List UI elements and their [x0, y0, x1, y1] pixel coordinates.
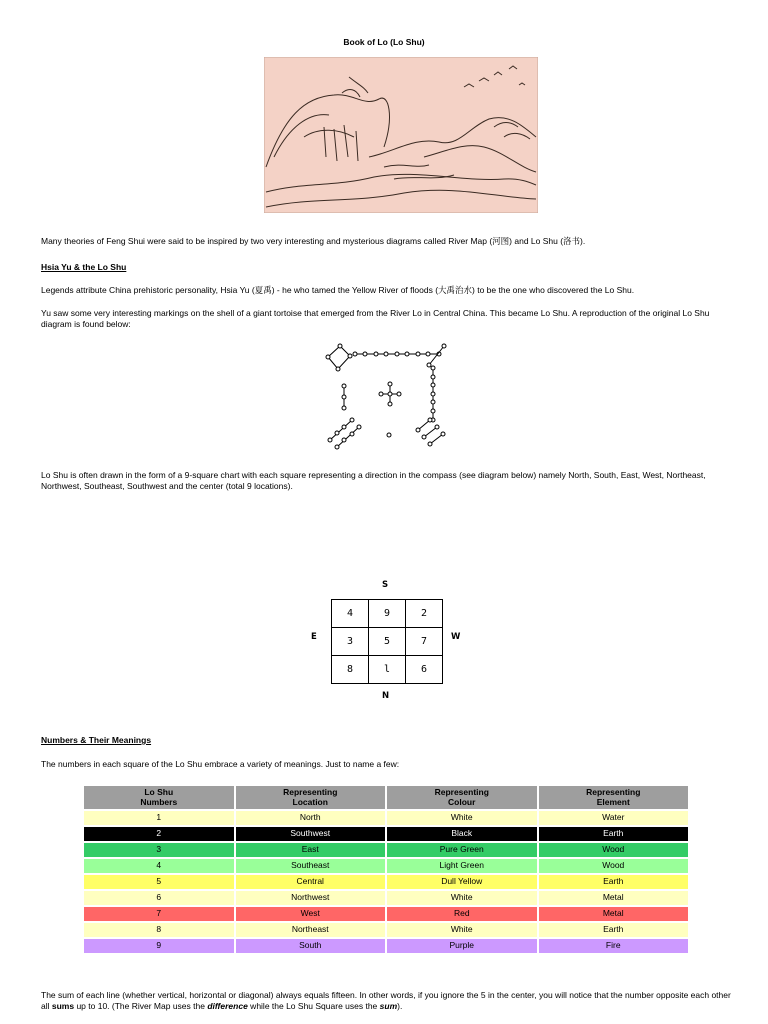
table-cell: West — [236, 907, 386, 921]
intro-paragraph: Many theories of Feng Shui were said to be inspired by two very interesting and mysterious diagrams called River Map (河图) and Lo Shu (洛书). — [41, 236, 586, 246]
table-cell: Dull Yellow — [387, 875, 537, 889]
table-cell: Earth — [539, 923, 689, 937]
table-cell: 2 — [84, 827, 234, 841]
direction-south: S — [382, 580, 389, 590]
table-row — [84, 875, 688, 889]
grid-cell: 3 — [332, 628, 369, 656]
direction-east: E — [311, 632, 317, 642]
grid-cell: 7 — [406, 628, 443, 656]
nine-square-paragraph: Lo Shu is often drawn in the form of a 9-square chart with each square representing a direction in the compass (see diagram below) namely North, South, East, West, Northeast, Northwest, Southeast, Southwest and the center (total 9 locations). — [41, 470, 706, 492]
table-cell: 9 — [84, 939, 234, 953]
lo-shu-grid-diagram — [305, 578, 465, 708]
closing-paragraph: The sum of each line (whether vertical, horizontal or diagonal) always equals fifteen. In other words, if you ignore the 5 in the center, you will notice that the number opposite each other all sums up to 10. (The River Map uses the difference while the Lo Shu Square uses the sum). — [41, 990, 731, 1012]
table-cell: Wood — [539, 859, 689, 873]
table-cell: Red — [387, 907, 537, 921]
table-cell: East — [236, 843, 386, 857]
table-cell: 5 — [84, 875, 234, 889]
section-heading-hsia-yu: Hsia Yu & the Lo Shu — [41, 262, 127, 272]
section-heading-numbers: Numbers & Their Meanings — [41, 735, 152, 745]
table-cell: 1 — [84, 811, 234, 825]
tortoise-paragraph: Yu saw some very interesting markings on the shell of a giant tortoise that emerged from the River Lo in Central China. This became Lo Shu. A reproduction of the original Lo Shu diagram is found below: — [41, 308, 710, 330]
table-cell: 6 — [84, 891, 234, 905]
table-row — [84, 811, 688, 825]
column-header: Representing Element — [539, 786, 689, 809]
grid-cell: l — [369, 656, 406, 684]
grid-cell: 9 — [369, 600, 406, 628]
magic-square — [331, 599, 443, 684]
table-cell: Southeast — [236, 859, 386, 873]
table-cell: 7 — [84, 907, 234, 921]
table-row — [84, 907, 688, 921]
table-cell: 3 — [84, 843, 234, 857]
table-cell: Southwest — [236, 827, 386, 841]
table-cell: Pure Green — [387, 843, 537, 857]
table-cell: Northwest — [236, 891, 386, 905]
numbers-paragraph: The numbers in each square of the Lo Shu embrace a variety of meanings. Just to name a few: — [41, 759, 400, 769]
table-cell: Central — [236, 875, 386, 889]
table-row — [84, 859, 688, 873]
table-header-row — [84, 786, 688, 809]
lo-shu-dot-diagram — [322, 340, 450, 456]
table-cell: Wood — [539, 843, 689, 857]
table-cell: Earth — [539, 875, 689, 889]
grid-cell: 6 — [406, 656, 443, 684]
table-row — [84, 843, 688, 857]
table-cell: Fire — [539, 939, 689, 953]
table-cell: White — [387, 811, 537, 825]
table-cell: Black — [387, 827, 537, 841]
table-row — [84, 939, 688, 953]
table-cell: 8 — [84, 923, 234, 937]
table-cell: 4 — [84, 859, 234, 873]
table-cell: White — [387, 891, 537, 905]
landscape-painting — [264, 57, 538, 213]
column-header: Representing Colour — [387, 786, 537, 809]
table-row — [84, 891, 688, 905]
table-cell: Purple — [387, 939, 537, 953]
meanings-table — [82, 784, 690, 955]
table-cell: Light Green — [387, 859, 537, 873]
table-row — [84, 827, 688, 841]
page-title: Book of Lo (Lo Shu) — [343, 37, 425, 47]
table-cell: South — [236, 939, 386, 953]
column-header: Lo Shu Numbers — [84, 786, 234, 809]
table-cell: Northeast — [236, 923, 386, 937]
legend-paragraph: Legends attribute China prehistoric personality, Hsia Yu (夏禹) - he who tamed the Yellow River of floods (大禹治水) to be the one who discovered the Lo Shu. — [41, 285, 635, 295]
direction-west: W — [451, 632, 461, 642]
table-cell: Earth — [539, 827, 689, 841]
table-cell: Water — [539, 811, 689, 825]
column-header: Representing Location — [236, 786, 386, 809]
grid-cell: 8 — [332, 656, 369, 684]
table-cell: Metal — [539, 907, 689, 921]
grid-cell: 4 — [332, 600, 369, 628]
table-cell: White — [387, 923, 537, 937]
table-row — [84, 923, 688, 937]
grid-cell: 2 — [406, 600, 443, 628]
table-cell: North — [236, 811, 386, 825]
table-cell: Metal — [539, 891, 689, 905]
grid-cell: 5 — [369, 628, 406, 656]
direction-north: N — [382, 691, 390, 701]
